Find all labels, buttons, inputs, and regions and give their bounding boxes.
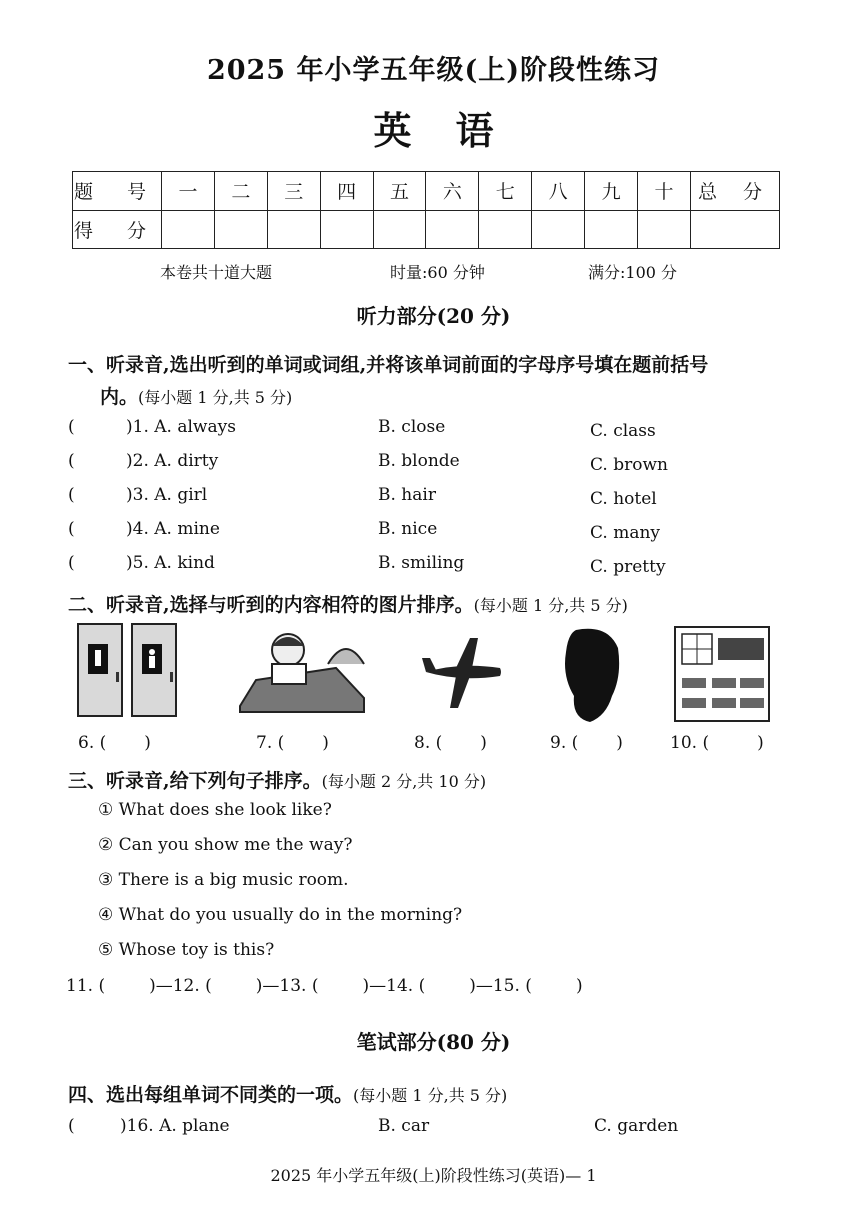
- pic-label-10-close: ): [757, 733, 764, 753]
- col-6: 六: [426, 172, 479, 211]
- order-11: 11. (: [66, 976, 106, 996]
- pic-label-6-text: 6. (: [78, 733, 107, 753]
- q4-item-16: )16. A. plane: [120, 1116, 230, 1136]
- subject-char-1: 英: [373, 108, 412, 153]
- row-head-question: 题 号: [73, 172, 162, 211]
- score-cell[interactable]: [638, 210, 691, 249]
- pic-label-7-text: 7. (: [256, 733, 285, 753]
- listening-section-title: 听力部分(20 分): [356, 304, 511, 328]
- q1-heading-line2: [100, 382, 292, 409]
- pic-label-8-close: ): [480, 733, 487, 753]
- col-10: 十: [638, 172, 691, 211]
- subject-char-2: 语: [455, 108, 494, 153]
- q1-note: (每小题 1 分,共 5 分): [138, 388, 293, 407]
- q1-item-4-c: C. many: [590, 523, 661, 543]
- q1-item-2-b: B. blonde: [378, 451, 460, 471]
- score-cell[interactable]: [373, 210, 426, 249]
- q3-sentence-5: ⑤ Whose toy is this?: [98, 940, 275, 960]
- score-cell[interactable]: [479, 210, 532, 249]
- meta-time: 时量:60 分钟: [390, 263, 485, 282]
- q3-sentence-3: ③ There is a big music room.: [98, 870, 349, 890]
- writing-section-title: 笔试部分(80 分): [356, 1030, 511, 1054]
- long-hair-picture: [560, 626, 624, 726]
- q1-item-1-c: C. class: [590, 421, 656, 441]
- classroom-picture: [674, 626, 770, 722]
- pic-label-8: [414, 733, 487, 753]
- q1-item-3-b: B. hair: [378, 485, 436, 505]
- pic-label-9-text: 9. (: [550, 733, 579, 753]
- pic-label-9: [550, 733, 623, 753]
- q2-note: (每小题 1 分,共 5 分): [473, 596, 628, 615]
- col-2: 二: [214, 172, 267, 211]
- q2-heading: 二、听录音,选择与听到的内容相符的图片排序。: [68, 594, 474, 616]
- q1-heading-cont: 内。: [100, 386, 139, 408]
- col-total: 总 分: [691, 172, 780, 211]
- order-close: ): [575, 976, 583, 996]
- score-cell[interactable]: [585, 210, 638, 249]
- pic-label-9-close: ): [616, 733, 623, 753]
- q5-paren: (: [68, 553, 75, 573]
- score-cell[interactable]: [214, 210, 267, 249]
- q3-paren: (: [68, 485, 75, 505]
- q1-item-4-b: B. nice: [378, 519, 438, 539]
- airplane-picture: [420, 630, 504, 714]
- restroom-doors-picture: [76, 622, 180, 718]
- q3-heading-row: [68, 766, 486, 793]
- col-5: 五: [373, 172, 426, 211]
- pic-label-10: [670, 733, 764, 753]
- score-table: [72, 171, 780, 249]
- subject-title: [0, 100, 867, 155]
- page-title: 2025 年小学五年级(上)阶段性练习: [206, 55, 661, 86]
- score-cell[interactable]: [320, 210, 373, 249]
- boy-in-bed-picture: [236, 628, 368, 716]
- q1-item-5-c: C. pretty: [590, 557, 666, 577]
- q3-heading: 三、听录音,给下列句子排序。: [68, 770, 322, 792]
- q1-item-5: )5. A. kind: [126, 553, 215, 573]
- pic-label-10-text: 10. (: [670, 733, 710, 753]
- col-8: 八: [532, 172, 585, 211]
- score-cell[interactable]: [426, 210, 479, 249]
- q3-order-row: [66, 976, 583, 996]
- q4-item-16-b: B. car: [378, 1116, 430, 1136]
- q2-heading-row: [68, 590, 628, 617]
- score-cell[interactable]: [691, 210, 780, 249]
- order-13: )—13. (: [255, 976, 319, 996]
- page-footer: 2025 年小学五年级(上)阶段性练习(英语)— 1: [270, 1166, 597, 1185]
- q4-heading-row: [68, 1080, 507, 1107]
- q4-heading: 四、选出每组单词不同类的一项。: [68, 1084, 354, 1106]
- col-7: 七: [479, 172, 532, 211]
- q4-item-16-c: C. garden: [594, 1116, 679, 1136]
- q1-item-1-b: B. close: [378, 417, 446, 437]
- q1-heading: 一、听录音,选出听到的单词或词组,并将该单词前面的字母序号填在题前括号: [68, 354, 709, 376]
- col-4: 四: [320, 172, 373, 211]
- q3-sentence-4: ④ What do you usually do in the morning?: [98, 905, 463, 925]
- q2-paren: (: [68, 451, 75, 471]
- q1-item-5-b: B. smiling: [378, 553, 465, 573]
- col-9: 九: [585, 172, 638, 211]
- q1-item-4: )4. A. mine: [126, 519, 220, 539]
- meta-full: 满分:100 分: [588, 263, 678, 282]
- score-cell[interactable]: [532, 210, 585, 249]
- pic-label-7-close: ): [322, 733, 329, 753]
- score-value-row: [73, 210, 780, 249]
- q1-item-3: )3. A. girl: [126, 485, 208, 505]
- q1-item-2: )2. A. dirty: [126, 451, 219, 471]
- score-cell[interactable]: [162, 210, 215, 249]
- q1-item-3-c: C. hotel: [590, 489, 657, 509]
- score-cell[interactable]: [267, 210, 320, 249]
- score-header-row: [73, 172, 780, 211]
- order-12: )—12. (: [149, 976, 212, 996]
- pic-label-6: [78, 733, 151, 753]
- q3-sentence-1: ① What does she look like?: [98, 800, 332, 820]
- col-3: 三: [267, 172, 320, 211]
- q1-paren: (: [68, 417, 75, 437]
- q3-sentence-2: ② Can you show me the way?: [98, 835, 353, 855]
- pic-label-8-text: 8. (: [414, 733, 443, 753]
- q1-item-1: )1. A. always: [126, 417, 236, 437]
- q4-paren: (: [68, 519, 75, 539]
- pic-label-6-close: ): [144, 733, 151, 753]
- col-1: 一: [162, 172, 215, 211]
- q4-note: (每小题 1 分,共 5 分): [353, 1086, 508, 1105]
- row-head-score: 得 分: [73, 210, 162, 249]
- q16-paren: (: [68, 1116, 75, 1136]
- q3-note: (每小题 2 分,共 10 分): [321, 772, 487, 791]
- order-14: )—14. (: [362, 976, 426, 996]
- pic-label-7: [256, 733, 329, 753]
- meta-count: 本卷共十道大题: [160, 263, 273, 282]
- q1-item-2-c: C. brown: [590, 455, 668, 475]
- order-15: )—15. (: [469, 976, 532, 996]
